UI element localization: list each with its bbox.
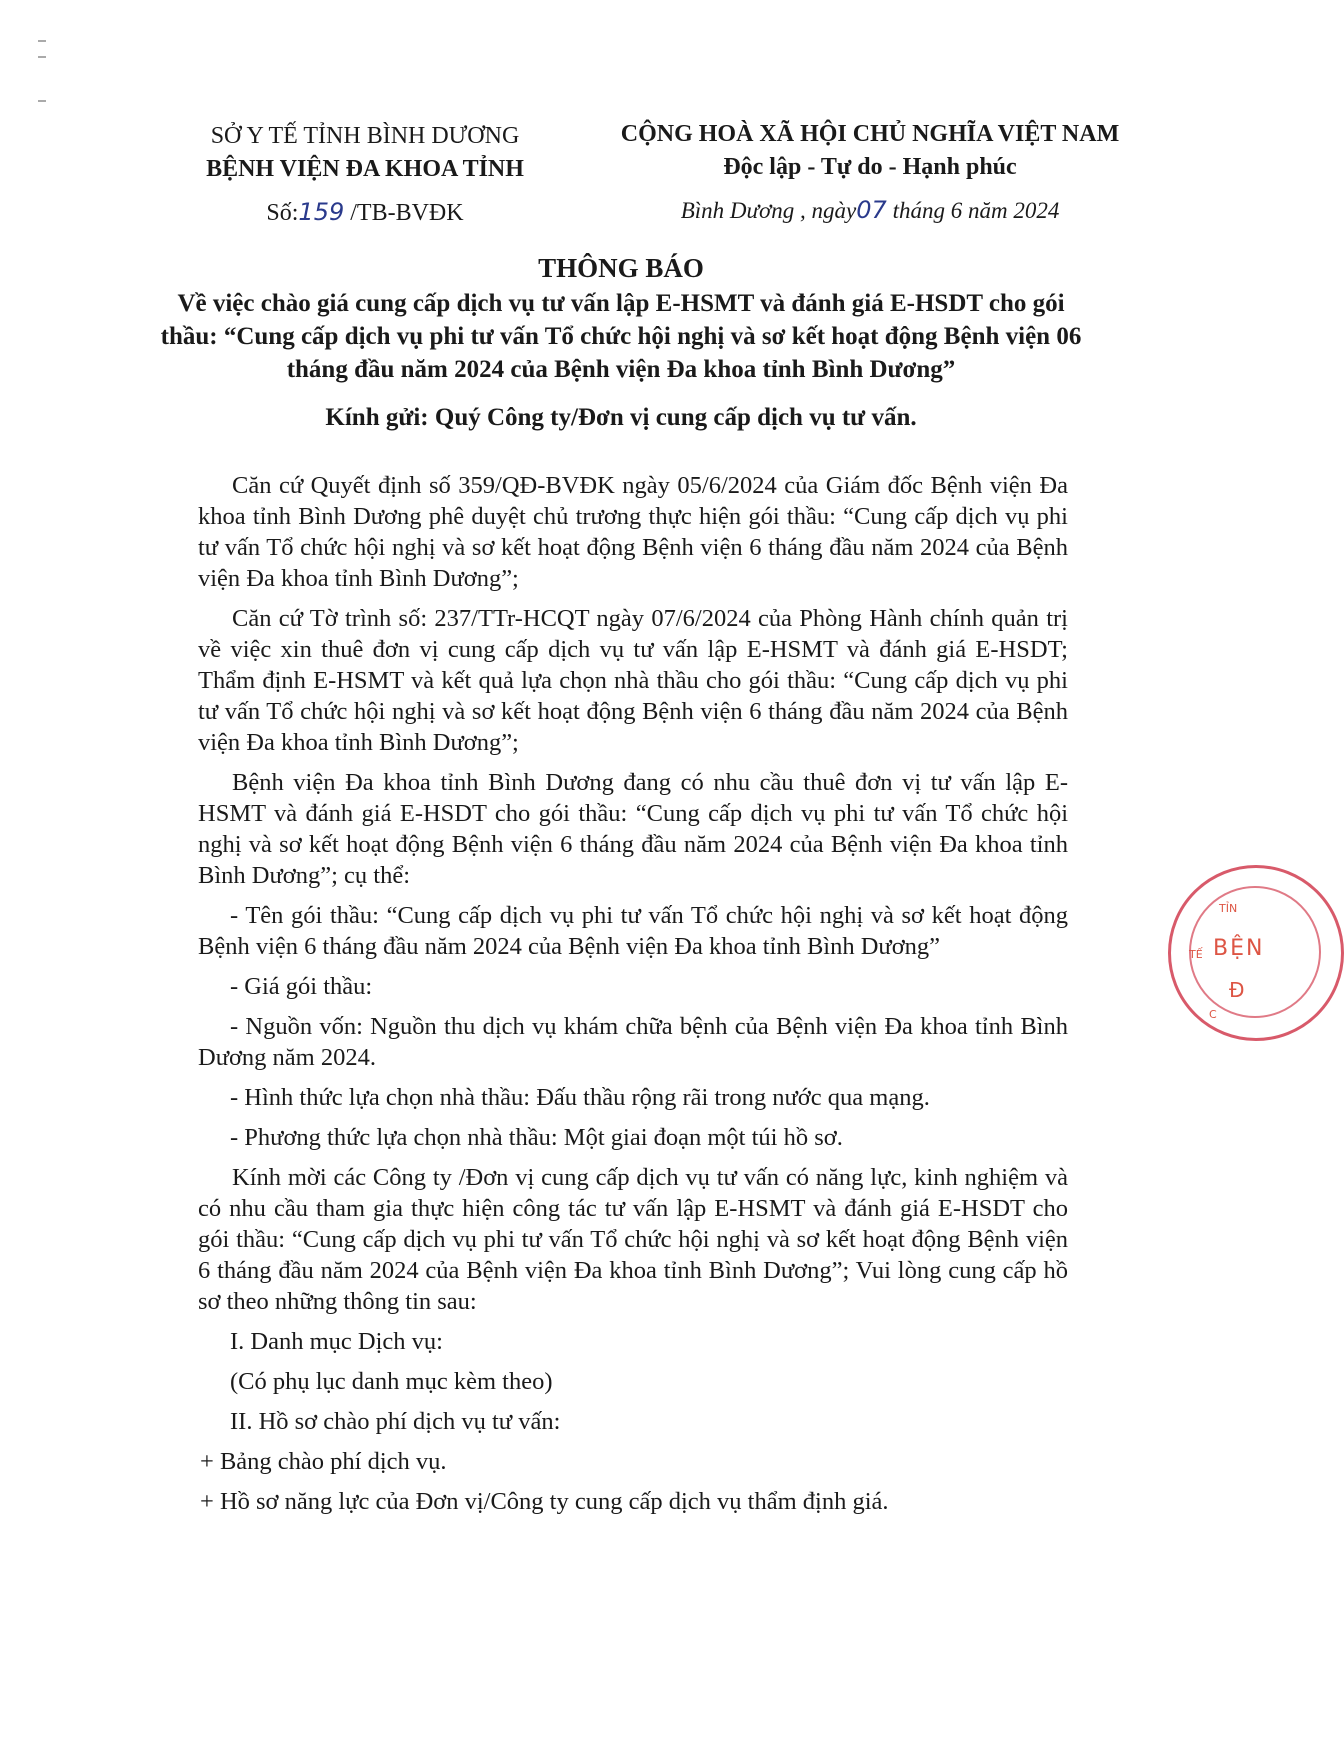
paragraph-legal-basis-1: Căn cứ Quyết định số 359/QĐ-BVĐK ngày 05/6/2024 của Giám đốc Bệnh viện Đa khoa tỉnh Bình Dương phê duyệt chủ trương thực hiện gói thầu: “Cung cấp dịch vụ phi tư vấn Tổ chức hội nghị và sơ kết hoạt động Bệnh viện 6 tháng đầu năm 2024 của Bệnh viện Đa khoa tỉnh Bình Dương”; <box>198 472 1068 592</box>
document-number <box>180 196 550 230</box>
date-prefix: Bình Dương , ngày <box>680 198 857 223</box>
document-body <box>198 470 1068 1526</box>
issue-date <box>590 194 1150 227</box>
country-name: CỘNG HOÀ XÃ HỘI CHỦ NGHĨA VIỆT NAM <box>620 121 1120 147</box>
section-heading-services: I. Danh mục Dịch vụ: <box>230 1328 443 1355</box>
issuing-agency-block <box>180 120 550 230</box>
document-title-block <box>150 252 1092 386</box>
agency-name: BỆNH VIỆN ĐA KHOA TỈNH <box>206 156 524 182</box>
date-suffix: tháng 6 năm 2024 <box>892 198 1060 223</box>
paragraph-need: Bệnh viện Đa khoa tỉnh Bình Dương đang có nhu cầu thuê đơn vị tư vấn lập E-HSMT và đánh giá E-HSDT cho gói thầu: “Cung cấp dịch vụ phi tư vấn Tổ chức hội nghị và sơ kết hoạt động Bệnh viện 6 tháng đầu năm 2024 của Bệnh viện Đa khoa tỉnh Bình Dương”; cụ thể: <box>198 769 1068 889</box>
national-motto-block <box>590 118 1150 227</box>
handwritten-number: 159 <box>298 198 345 226</box>
section-note-appendix: (Có phụ lục danh mục kèm theo) <box>230 1368 553 1395</box>
paragraph-invitation: Kính mời các Công ty /Đơn vị cung cấp dịch vụ tư vấn có năng lực, kinh nghiệm và có nhu cầu tham gia thực hiện công tác tư vấn lập E-HSMT và đánh giá E-HSDT cho gói thầu: “Cung cấp dịch vụ phi tư vấn Tổ chức hội nghị và sơ kết hoạt động Bệnh viện 6 tháng đầu năm 2024 của Bệnh viện Đa khoa tỉnh Bình Dương”; Vui lòng cung cấp hồ sơ theo những thông tin sau: <box>198 1164 1068 1315</box>
scan-mark <box>38 100 46 102</box>
list-item-funding: - Nguồn vốn: Nguồn thu dịch vụ khám chữa bệnh của Bệnh viện Đa khoa tỉnh Bình Dương năm 2024. <box>198 1013 1068 1071</box>
number-prefix: Số: <box>266 200 299 226</box>
list-item-selection-method: - Phương thức lựa chọn nhà thầu: Một giai đoạn một túi hồ sơ. <box>230 1124 843 1151</box>
motto: Độc lập - Tự do - Hạnh phúc <box>723 154 1017 180</box>
document-title: THÔNG BÁO <box>538 253 704 283</box>
official-seal-stamp: TỈN TẾ C BỆN Đ <box>1168 865 1344 1041</box>
proposal-item-capability: + Hồ sơ năng lực của Đơn vị/Công ty cung cấp dịch vụ thẩm định giá. <box>200 1488 889 1515</box>
parent-agency: SỞ Y TẾ TỈNH BÌNH DƯƠNG <box>210 123 520 149</box>
list-item-package-price: - Giá gói thầu: <box>230 973 373 1000</box>
document-subject: Về việc chào giá cung cấp dịch vụ tư vấn lập E-HSMT và đánh giá E-HSDT cho gói thầu: “Cung cấp dịch vụ phi tư vấn Tổ chức hội nghị và sơ kết hoạt động Bệnh viện 06 tháng đầu năm 2024 của Bệnh viện Đa khoa tỉnh Bình Dương” <box>160 290 1082 383</box>
section-heading-proposal: II. Hồ sơ chào phí dịch vụ tư vấn: <box>230 1408 561 1435</box>
proposal-item-fee-table: + Bảng chào phí dịch vụ. <box>200 1448 447 1475</box>
scan-mark <box>38 40 46 42</box>
scan-mark <box>38 56 46 58</box>
handwritten-day: 07 <box>856 196 887 224</box>
list-item-selection-form: - Hình thức lựa chọn nhà thầu: Đấu thầu rộng rãi trong nước qua mạng. <box>230 1084 930 1111</box>
recipient-line: Kính gửi: Quý Công ty/Đơn vị cung cấp dịch vụ tư vấn. <box>325 404 917 431</box>
number-suffix: /TB-BVĐK <box>350 200 464 226</box>
list-item-package-name: - Tên gói thầu: “Cung cấp dịch vụ phi tư vấn Tổ chức hội nghị và sơ kết hoạt động Bệnh viện 6 tháng đầu năm 2024 của Bệnh viện Đa khoa tỉnh Bình Dương” <box>198 902 1068 960</box>
paragraph-legal-basis-2: Căn cứ Tờ trình số: 237/TTr-HCQT ngày 07/6/2024 của Phòng Hành chính quản trị về việc xin thuê đơn vị cung cấp dịch vụ tư vấn lập E-HSMT và đánh giá E-HSDT; Thẩm định E-HSMT và kết quả lựa chọn nhà thầu cho gói thầu: “Cung cấp dịch vụ phi tư vấn Tổ chức hội nghị và sơ kết hoạt động Bệnh viện 6 tháng đầu năm 2024 của Bệnh viện Đa khoa tỉnh Bình Dương”; <box>198 605 1068 756</box>
